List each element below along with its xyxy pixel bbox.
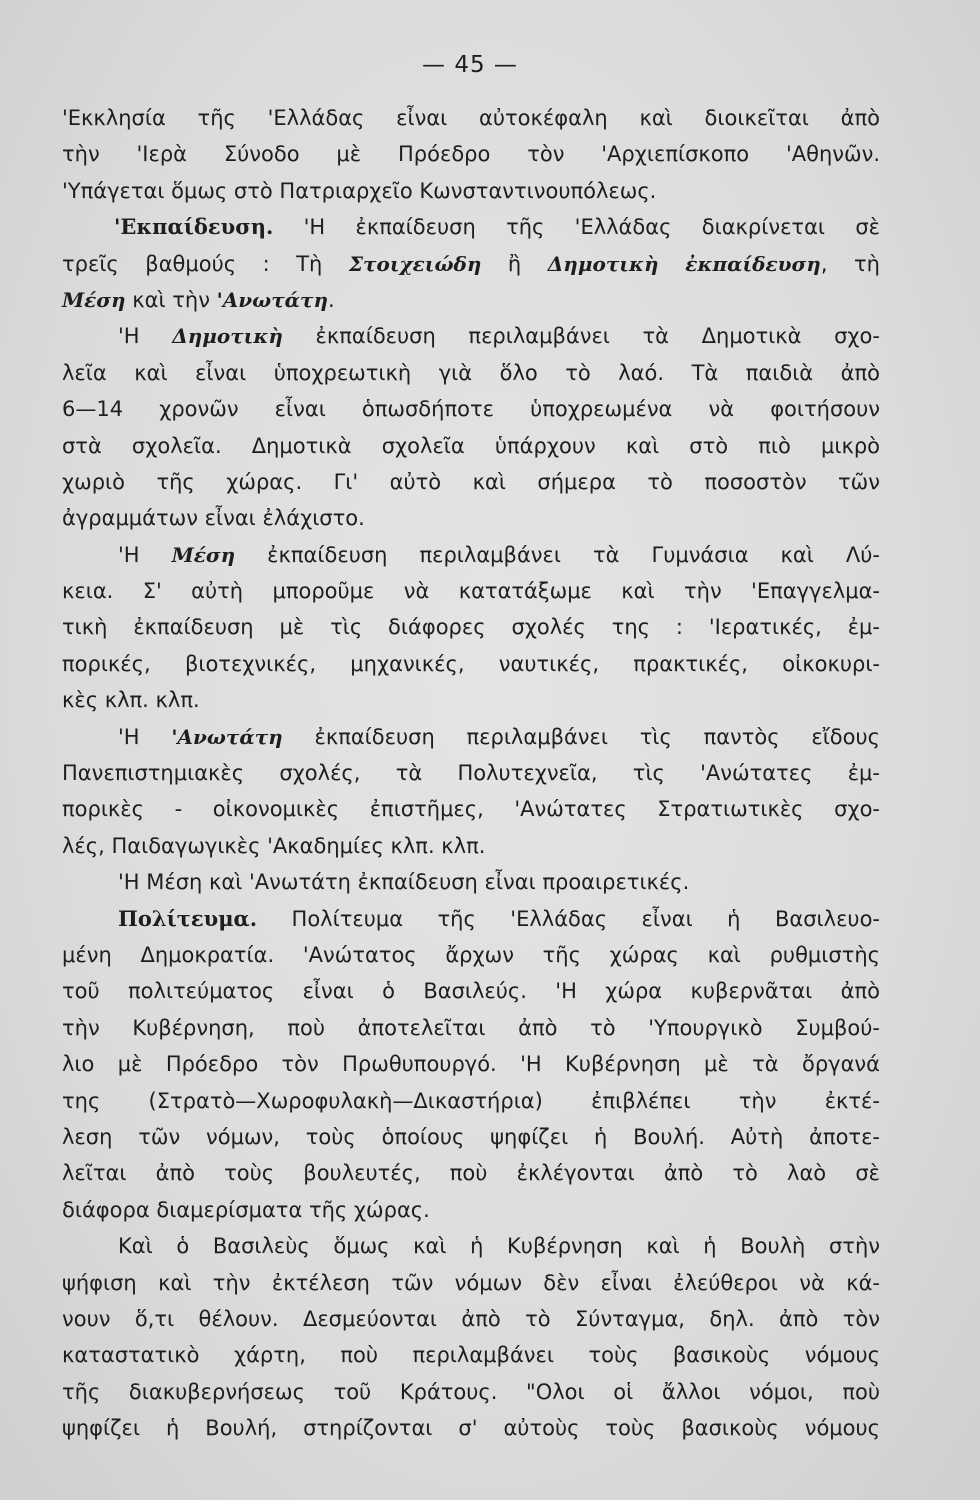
text-line xyxy=(62,209,880,245)
text-line xyxy=(62,1337,880,1373)
emphasized-term: 'Ανωτάτη xyxy=(216,287,329,312)
text-line xyxy=(62,755,880,791)
text-line xyxy=(62,719,880,755)
text-run: ψηφίζει ἡ Βουλή, στηρίζονται σ' αὐτοὺς τοὺς βασικοὺς νόμους xyxy=(62,1416,880,1441)
text-line xyxy=(62,173,880,209)
text-line xyxy=(62,828,880,864)
text-line xyxy=(62,1010,880,1046)
section-heading: Πολίτευμα. xyxy=(118,905,258,931)
text-run: ἀγραμμάτων εἶναι ἐλάχιστο. xyxy=(62,506,365,531)
text-line xyxy=(62,318,880,354)
text-run: τοῦ πολιτεύματος εἶναι ὁ Βασιλεύς. 'Η χώρα κυβερνᾶται ἀπὸ xyxy=(62,979,880,1004)
text-line xyxy=(62,609,880,645)
body-text xyxy=(62,100,880,1446)
text-line xyxy=(62,937,880,973)
text-run: τὴν 'Ιερὰ Σύνοδο μὲ Πρόεδρο τὸν 'Αρχιεπίσκοπο 'Αθηνῶν. xyxy=(62,142,880,167)
text-run: διάφορα διαμερίσματα τῆς χώρας. xyxy=(62,1197,430,1222)
page-number: — 45 — xyxy=(422,52,518,78)
text-run: ἢ xyxy=(481,251,548,276)
text-run: 'Υπάγεται ὅμως στὸ Πατριαρχεῖο Κωνσταντινουπόλεως. xyxy=(62,178,657,203)
text-run: κὲς κλπ. κλπ. xyxy=(62,688,200,713)
text-run: καταστατικὸ χάρτη, ποὺ περιλαμβάνει τοὺς βασικοὺς νόμους xyxy=(62,1343,880,1368)
text-run: 'Η xyxy=(118,542,172,567)
text-line xyxy=(62,1083,880,1119)
text-line xyxy=(62,1374,880,1410)
text-line xyxy=(62,1228,880,1264)
emphasized-term: Δημοτικὴ ἐκπαίδευση xyxy=(547,251,821,276)
text-line xyxy=(62,537,880,573)
text-run: Πανεπιστημιακὲς σχολές, τὰ Πολυτεχνεῖα, τὶς 'Ανώτατες ἐμ- xyxy=(62,761,880,786)
text-run: κεια. Σ' αὐτὴ μποροῦμε νὰ κατατάξωμε καὶ τὴν 'Επαγγελμα- xyxy=(62,579,880,604)
text-line xyxy=(62,282,880,318)
text-line xyxy=(62,136,880,172)
text-run: μένη Δημοκρατία. 'Ανώτατος ἄρχων τῆς χώρας καὶ ρυθμιστὴς xyxy=(62,942,880,967)
text-line xyxy=(62,355,880,391)
text-run: ψήφιση καὶ τὴν ἐκτέλεση τῶν νόμων δὲν εἶναι ἐλεύθεροι νὰ κά- xyxy=(62,1270,880,1295)
text-line xyxy=(62,1046,880,1082)
text-run: λεῖα καὶ εἶναι ὑποχρεωτικὴ γιὰ ὅλο τὸ λαό. Τὰ παιδιὰ ἀπὸ xyxy=(62,360,880,385)
text-run: πορικὲς - οἰκονομικὲς ἐπιστῆμες, 'Ανώτατες Στρατιωτικὲς σχο- xyxy=(62,797,880,822)
text-line xyxy=(62,246,880,282)
text-run: ἐκπαίδευση περιλαμβάνει τὶς παντὸς εἴδους xyxy=(282,724,880,749)
text-run: Καὶ ὁ Βασιλεὺς ὅμως καὶ ἡ Κυβέρνηση καὶ ἡ Βουλὴ στὴν xyxy=(118,1234,880,1259)
text-line xyxy=(62,1410,880,1446)
text-line xyxy=(62,1265,880,1301)
emphasized-term: Μέση xyxy=(171,542,236,567)
text-run: καὶ τὴν xyxy=(125,287,217,312)
text-line xyxy=(62,973,880,1009)
text-run: λεση τῶν νόμων, τοὺς ὁποίους ψηφίζει ἡ Βουλή. Αὐτὴ ἀποτε- xyxy=(62,1124,880,1149)
text-run: τὴν Κυβέρνηση, ποὺ ἀποτελεῖται ἀπὸ τὸ 'Υπουργικὸ Συμβού- xyxy=(62,1015,880,1040)
emphasized-term: 'Ανωτάτη xyxy=(171,724,283,749)
text-run: χωριὸ τῆς χώρας. Γι' αὐτὸ καὶ σήμερα τὸ ποσοστὸν τῶν xyxy=(62,469,880,494)
text-line xyxy=(62,500,880,536)
text-run: λιο μὲ Πρόεδρο τὸν Πρωθυπουργό. 'Η Κυβέρνηση μὲ τὰ ὄργανά xyxy=(62,1052,880,1077)
text-run: . xyxy=(328,287,335,312)
emphasized-term: Δημοτικὴ xyxy=(172,324,283,349)
text-run: , τὴ xyxy=(820,251,880,276)
text-line xyxy=(62,428,880,464)
text-run: νουν ὅ,τι θέλουν. Δεσμεύονται ἀπὸ τὸ Σύνταγμα, δηλ. ἀπὸ τὸν xyxy=(62,1306,880,1331)
text-run: 'Η xyxy=(118,724,172,749)
text-run: ἐκπαίδευση περιλαμβάνει τὰ Δημοτικὰ σχο- xyxy=(282,324,880,349)
text-run: πορικές, βιοτεχνικές, μηχανικές, ναυτικές, πρακτικές, οἰκοκυρι- xyxy=(62,651,880,676)
section-heading: 'Εκπαίδευση. xyxy=(114,214,274,240)
text-line xyxy=(62,791,880,827)
text-run: λεῖται ἀπὸ τοὺς βουλευτές, ποὺ ἐκλέγονται ἀπὸ τὸ λαὸ σὲ xyxy=(62,1161,880,1186)
text-line xyxy=(62,901,880,937)
text-run: 'Εκκλησία τῆς 'Ελλάδας εἶναι αὐτοκέφαλη καὶ διοικεῖται ἀπὸ xyxy=(62,106,880,130)
text-run: λές, Παιδαγωγικὲς 'Ακαδημίες κλπ. κλπ. xyxy=(62,833,486,858)
text-run: τικὴ ἐκπαίδευση μὲ τὶς διάφορες σχολές της : 'Ιερατικές, ἐμ- xyxy=(62,615,880,640)
text-run: 'Η ἐκπαίδευση τῆς 'Ελλάδας διακρίνεται σὲ xyxy=(273,215,880,240)
text-run: Πολίτευμα τῆς 'Ελλάδας εἶναι ἡ Βασιλευο- xyxy=(257,906,880,931)
text-run: 'Η Μέση καὶ 'Ανωτάτη ἐκπαίδευση εἶναι προαιρετικές. xyxy=(118,870,690,895)
text-run: στὰ σχολεῖα. Δημοτικὰ σχολεῖα ὑπάρχουν καὶ στὸ πιὸ μικρὸ xyxy=(62,433,880,458)
text-line xyxy=(62,464,880,500)
text-line xyxy=(62,864,880,900)
text-run: της (Στρατὸ—Χωροφυλακὴ—Δικαστήρια) ἐπιβλέπει τὴν ἐκτέ- xyxy=(62,1088,880,1113)
text-run: 'Η xyxy=(118,324,173,349)
text-line xyxy=(62,1192,880,1228)
text-run: 6—14 χρονῶν εἶναι ὁπωσδήποτε ὑποχρεωμένα νὰ φοιτήσουν xyxy=(62,397,880,422)
text-line xyxy=(62,1155,880,1191)
text-line xyxy=(62,391,880,427)
text-line xyxy=(62,1301,880,1337)
text-line xyxy=(62,100,880,136)
emphasized-term: Μέση xyxy=(62,287,126,312)
text-line xyxy=(62,573,880,609)
text-run: τῆς διακυβερνήσεως τοῦ Κράτους. "Ολοι οἱ ἄλλοι νόμοι, ποὺ xyxy=(62,1379,880,1404)
text-line xyxy=(62,646,880,682)
text-run: τρεῖς βαθμούς : Τὴ xyxy=(62,251,349,276)
text-line xyxy=(62,682,880,718)
text-run: ἐκπαίδευση περιλαμβάνει τὰ Γυμνάσια καὶ Λύ- xyxy=(235,542,880,567)
text-line xyxy=(62,1119,880,1155)
emphasized-term: Στοιχειώδη xyxy=(348,251,482,276)
